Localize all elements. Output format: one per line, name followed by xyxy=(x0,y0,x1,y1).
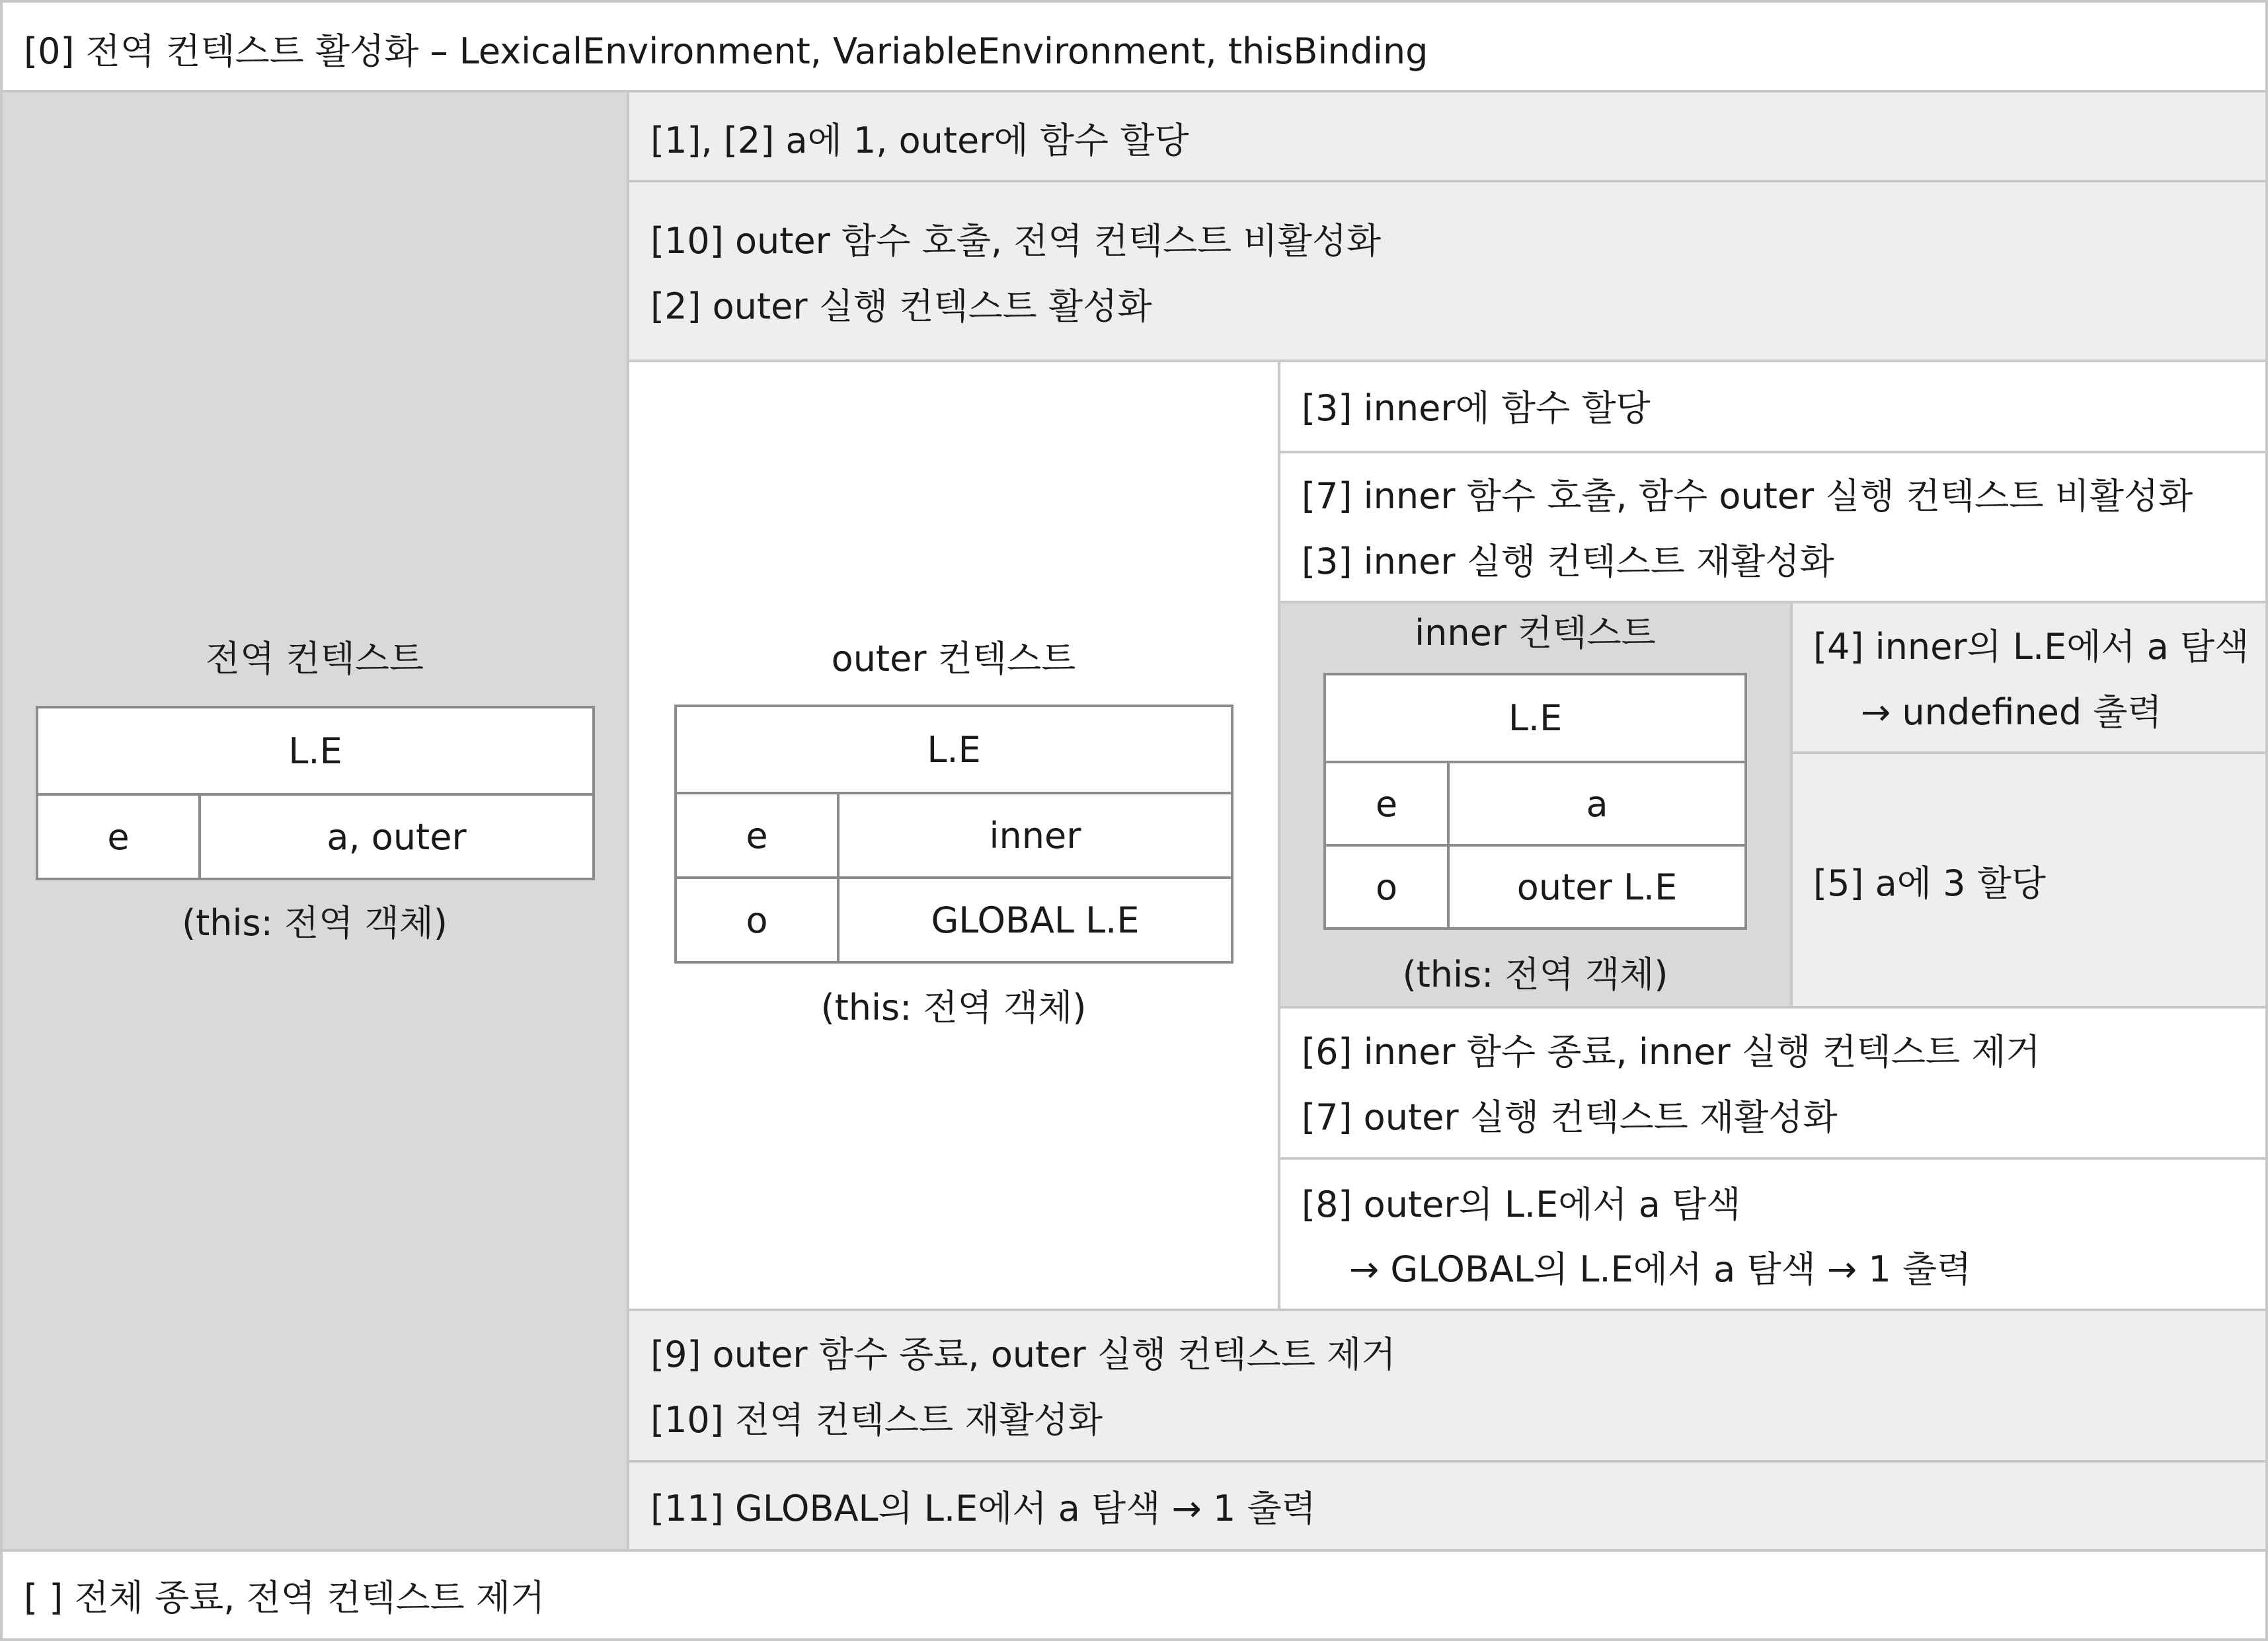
global-le-e-key: e xyxy=(37,794,200,879)
outer-context-title: outer 컨텍스트 xyxy=(831,638,1076,679)
outer-le-e-key: e xyxy=(676,793,838,878)
outer-le-header: L.E xyxy=(676,706,1232,793)
step-4-text: [4] inner의 L.E에서 a 탐색 xyxy=(1813,626,2249,668)
global-this-binding: (this: 전역 객체) xyxy=(182,902,448,944)
step-9-text: [9] outer 함수 종료, outer 실행 컨텍스트 제거 xyxy=(650,1334,1396,1375)
global-le-e-value: a, outer xyxy=(200,794,594,879)
inner-le-e-key: e xyxy=(1325,762,1448,845)
step-10b-text: [10] 전역 컨텍스트 재활성화 xyxy=(650,1399,1103,1441)
inner-context-title: inner 컨텍스트 xyxy=(1415,612,1656,654)
step-3-text: [3] inner에 함수 할당 xyxy=(1302,387,1651,429)
outer-le-o-value: GLOBAL L.E xyxy=(838,878,1232,962)
step-7-text: [7] inner 함수 호출, 함수 outer 실행 컨텍스트 비활성화 xyxy=(1302,475,2193,517)
step-8-result-text: → GLOBAL의 L.E에서 a 탐색 → 1 출력 xyxy=(1349,1248,1972,1290)
step-10-text: [10] outer 함수 호출, 전역 컨텍스트 비활성화 xyxy=(650,220,1382,262)
step-0-text: [0] 전역 컨텍스트 활성화 – LexicalEnvironment, VariableEnvironment, thisBinding xyxy=(24,30,1428,72)
final-step-text: [ ] 전체 종료, 전역 컨텍스트 제거 xyxy=(24,1577,545,1619)
step-1-2-text: [1], [2] a에 1, outer에 함수 할당 xyxy=(650,120,1189,161)
step-10-2-row xyxy=(627,180,2268,362)
inner-le-e-value: a xyxy=(1448,762,1746,845)
inner-le-o-key: o xyxy=(1325,845,1448,929)
step-11-text: [11] GLOBAL의 L.E에서 a 탐색 → 1 출력 xyxy=(650,1488,1316,1529)
outer-this-binding: (this: 전역 객체) xyxy=(820,987,1087,1028)
global-le-header: L.E xyxy=(37,707,594,794)
step-5-text: [5] a에 3 할당 xyxy=(1813,862,2046,904)
step-7b-text: [7] outer 실행 컨텍스트 재활성화 xyxy=(1302,1096,1838,1138)
inner-le-o-value: outer L.E xyxy=(1448,845,1746,929)
outer-le-o-key: o xyxy=(676,878,838,962)
step-4-result-text: → undefined 출력 xyxy=(1861,691,2162,733)
global-le-table xyxy=(36,706,595,880)
step-6-text: [6] inner 함수 종료, inner 실행 컨텍스트 제거 xyxy=(1302,1031,2041,1073)
inner-le-table xyxy=(1323,673,1747,930)
outer-le-e-value: inner xyxy=(838,793,1232,878)
outer-le-table xyxy=(674,705,1233,964)
step-8-text: [8] outer의 L.E에서 a 탐색 xyxy=(1302,1184,1741,1225)
global-context-title: 전역 컨텍스트 xyxy=(205,638,424,679)
step-2-text: [2] outer 실행 컨텍스트 활성화 xyxy=(650,286,1152,327)
step-3b-text: [3] inner 실행 컨텍스트 재활성화 xyxy=(1302,541,1834,582)
inner-le-header: L.E xyxy=(1325,674,1746,762)
inner-this-binding: (this: 전역 객체) xyxy=(1402,954,1668,995)
